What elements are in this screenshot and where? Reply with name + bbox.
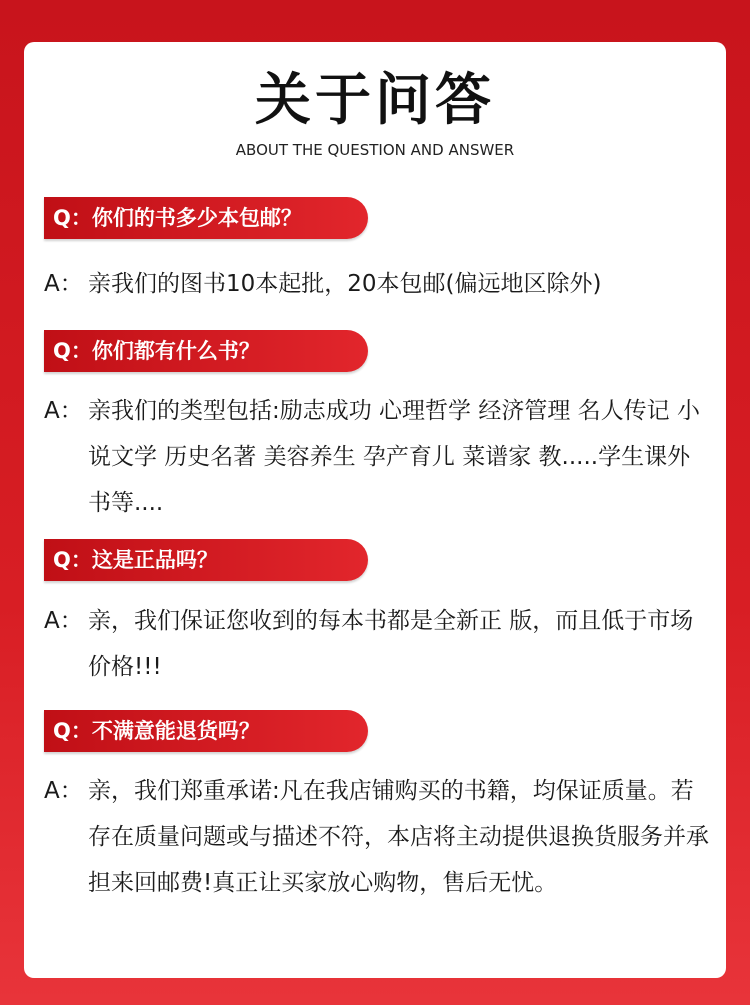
page-title: 关于问答 <box>255 68 495 133</box>
answer-1 <box>44 261 710 307</box>
question-2: Q：你们都有什么书？ <box>44 330 368 372</box>
answer-4 <box>44 768 710 906</box>
answer-prefix: A： <box>44 778 83 804</box>
question-3: Q：这是正品吗？ <box>44 539 368 581</box>
answer-3 <box>44 598 710 690</box>
page-subtitle: ABOUT THE QUESTION AND ANSWER <box>235 141 515 159</box>
answer-prefix: A： <box>44 271 83 297</box>
answer-prefix: A： <box>44 608 83 634</box>
answer-text: 亲，我们保证您收到的每本书都是全新正 版，而且低于市场价格!!! <box>88 608 694 680</box>
answer-text: 亲我们的图书10本起批，20本包邮(偏远地区除外) <box>88 271 602 297</box>
question-1: Q：你们的书多少本包邮？ <box>44 197 368 239</box>
answer-prefix: A： <box>44 398 83 424</box>
answer-text: 亲我们的类型包括:励志成功 心理哲学 经济管理 名人传记 小说文学 历史名著 美容养生 孕产育儿 菜谱家 教.....学生课外书等.... <box>88 398 700 516</box>
question-4: Q：不满意能退货吗？ <box>44 710 368 752</box>
answer-2 <box>44 388 710 526</box>
answer-text: 亲，我们郑重承诺:凡在我店铺购买的书籍，均保证质量。若存在质量问题或与描述不符，本店将主动提供退换货服务并承担来回邮费!真正让买家放心购物，售后无忧。 <box>88 778 709 896</box>
